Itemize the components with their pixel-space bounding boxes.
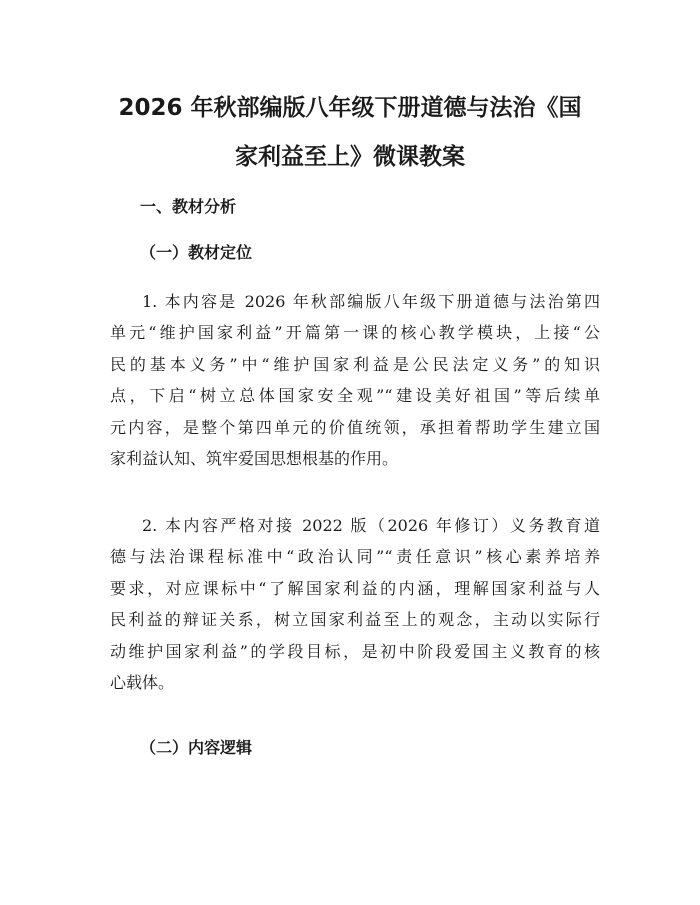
paragraph-line: 家利益认知、筑牢爱国思想根基的作用。	[110, 449, 399, 469]
paragraph-line: 德与法治课程标准中“政治认同”“责任意识”核心素养培养	[110, 547, 600, 567]
paragraph-line: 要求，对应课标中“了解国家利益的内涵，理解国家利益与人	[110, 578, 600, 598]
document-title-line-1: 2026 年秋部编版八年级下册道德与法治《国	[118, 95, 582, 121]
subsection-heading-content-logic: （二）内容逻辑	[140, 738, 253, 757]
paragraph-line: 动维护国家利益”的学段目标，是初中阶段爱国主义教育的核	[110, 641, 600, 661]
paragraph-line: 单元“维护国家利益”开篇第一课的核心教学模块，上接“公	[110, 323, 600, 343]
paragraph-1	[110, 286, 600, 474]
paragraph-line: 民的基本义务”中“维护国家利益是公民法定义务”的知识	[110, 354, 600, 374]
paragraph-line: 元内容，是整个第四单元的价值统领，承担着帮助学生建立国	[110, 417, 600, 437]
paragraph-line: 民利益的辩证关系，树立国家利益至上的观念，主动以实际行	[110, 610, 600, 630]
paragraph-line: 1. 本内容是 2026 年秋部编版八年级下册道德与法治第四	[142, 292, 600, 311]
paragraph-2	[110, 510, 600, 698]
paragraph-line: 点，下启“树立总体国家安全观”“建设美好祖国”等后续单	[110, 386, 600, 406]
section-heading-textbook-analysis: 一、教材分析	[140, 197, 237, 216]
document-title	[90, 84, 610, 182]
paragraph-line: 心载体。	[110, 673, 175, 693]
paragraph-line: 2. 本内容严格对接 2022 版（2026 年修订）义务教育道	[142, 516, 600, 535]
document-title-line-2: 家利益至上》微课教案	[235, 144, 465, 170]
subsection-heading-textbook-positioning: （一）教材定位	[140, 243, 253, 262]
